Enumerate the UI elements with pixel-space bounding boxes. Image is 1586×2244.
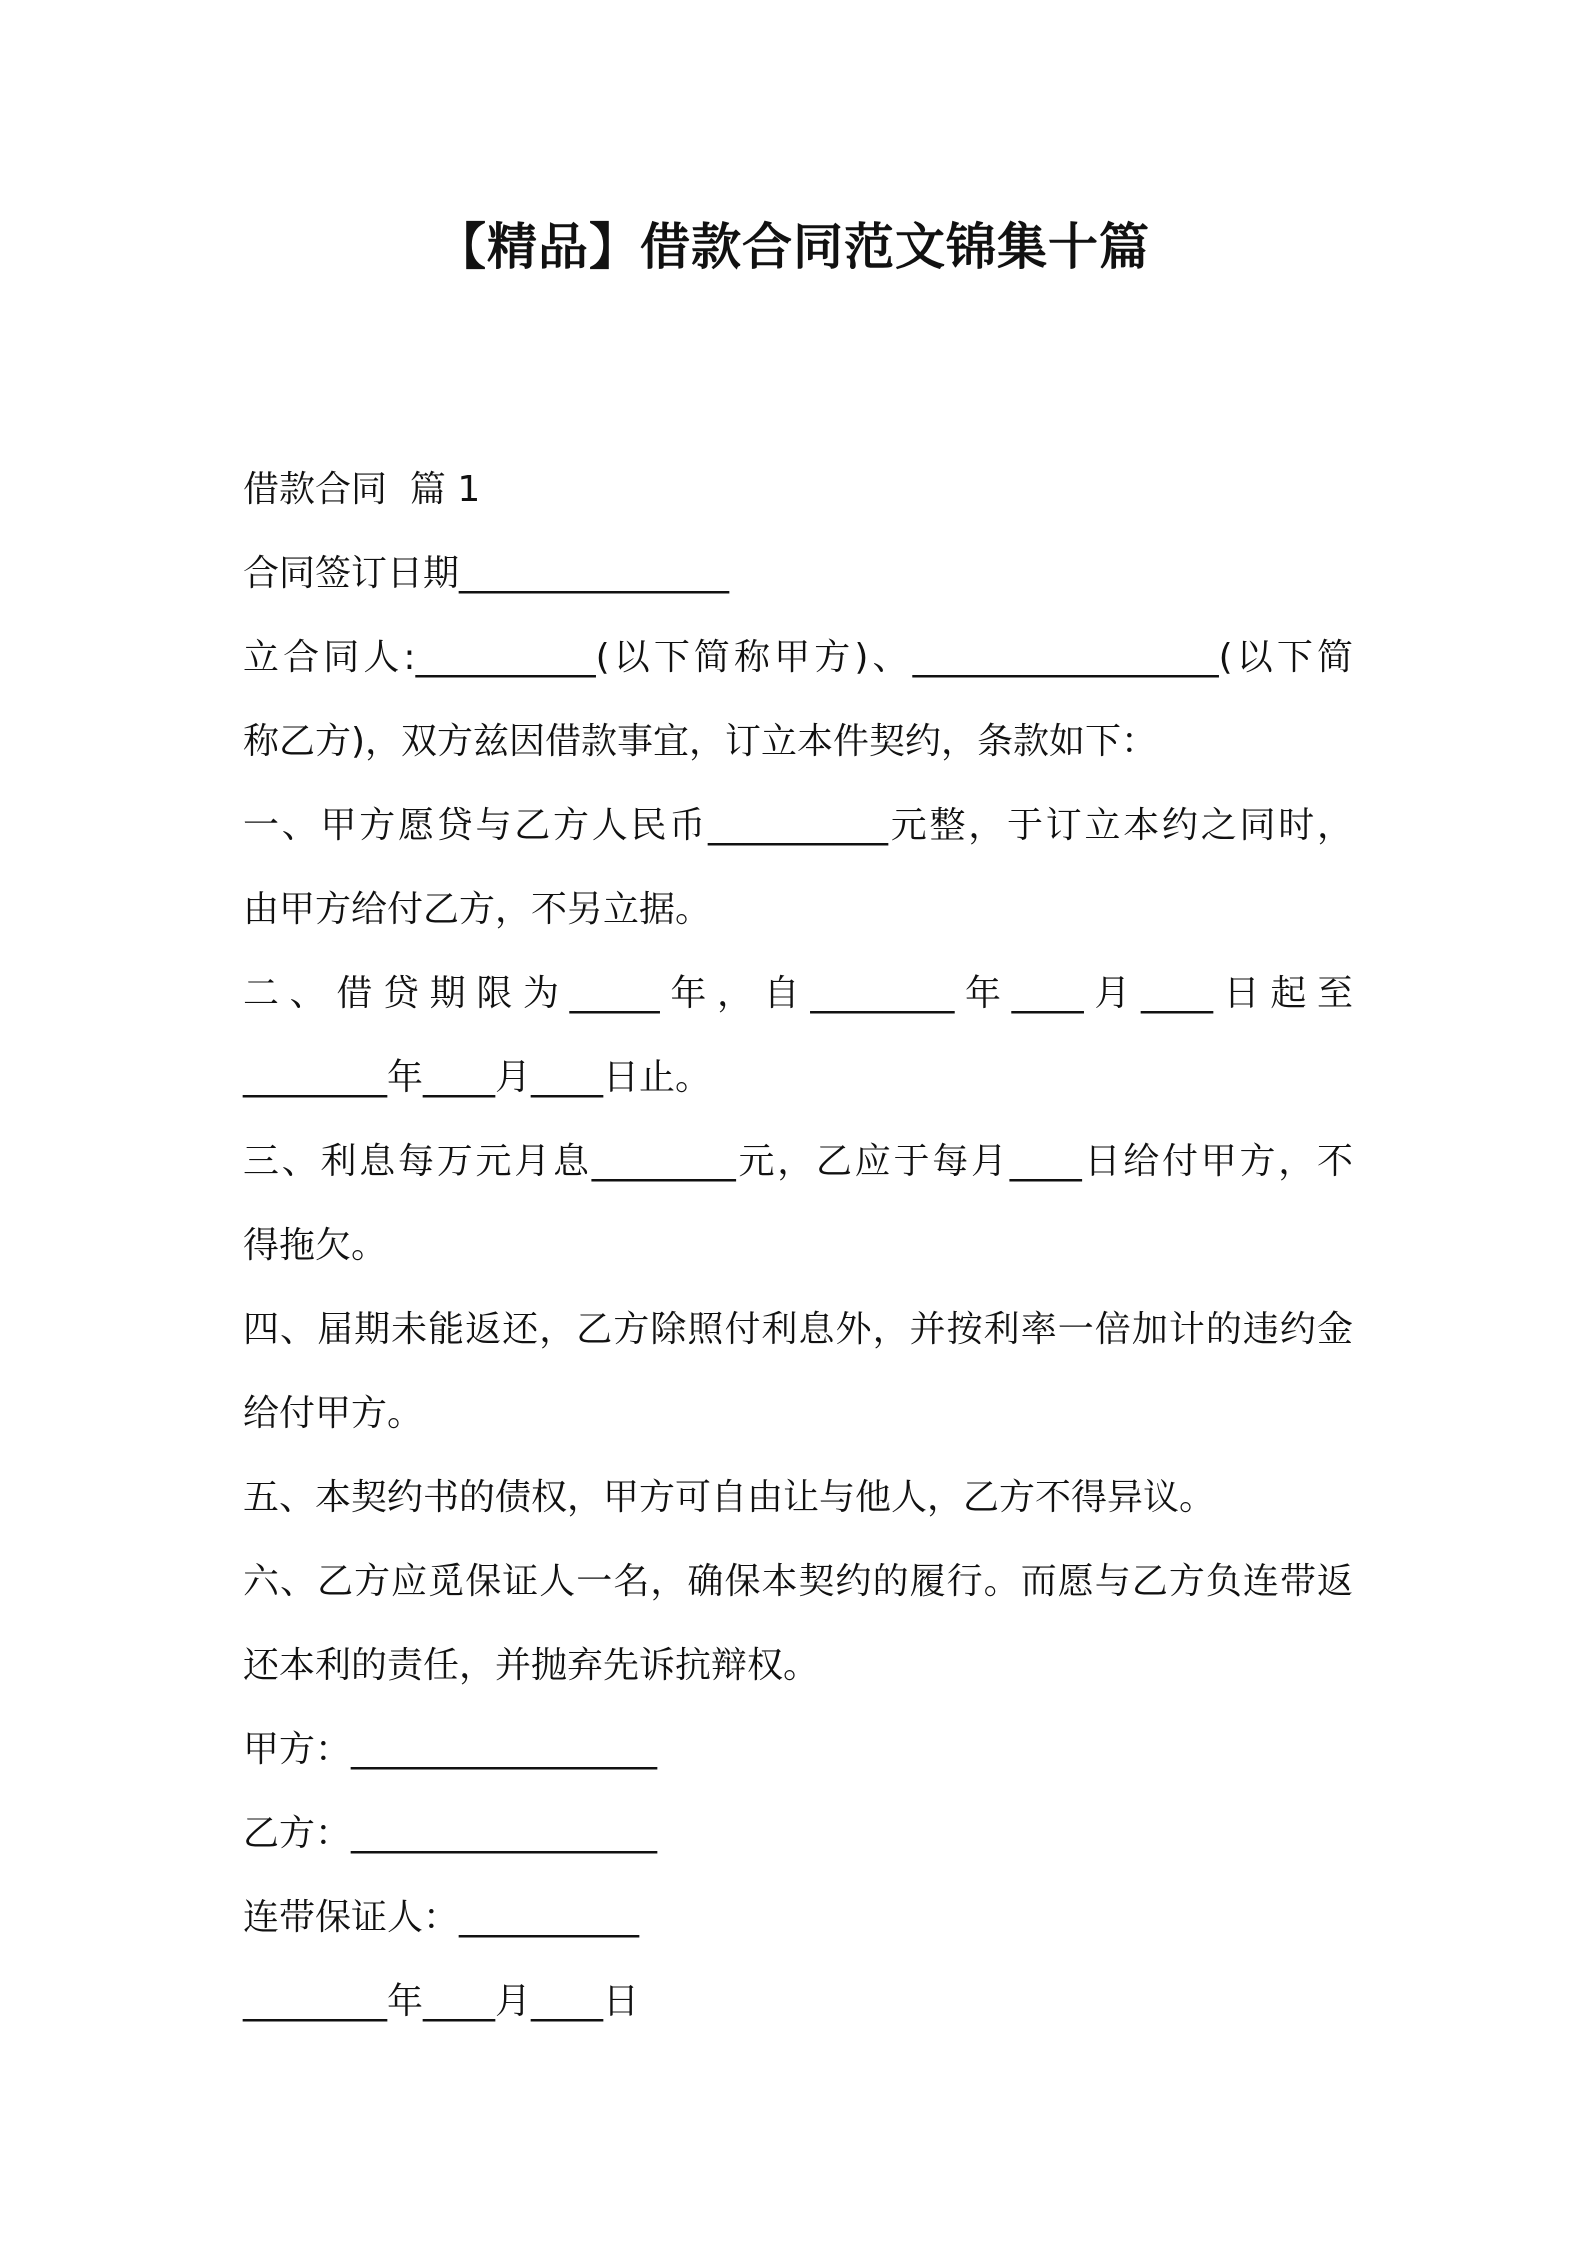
clause-six-continued: 还本利的责任，并抛弃先诉抗辩权。	[243, 1645, 820, 1686]
clause-six: 六、乙方应觅保证人一名，确保本契约的履行。而愿与乙方负连带返	[243, 1561, 1353, 1602]
party-a-signature-line: 甲方：_________________	[243, 1729, 658, 1770]
contract-date-line: 合同签订日期_______________	[243, 553, 730, 594]
parties-line: 立合同人:__________(以下简称甲方)、_________________(以下简	[243, 637, 1353, 678]
parties-line-continued: 称乙方)，双方兹因借款事宜，订立本件契约，条款如下：	[243, 721, 1158, 762]
clause-one: 一、甲方愿贷与乙方人民币__________元整，于订立本约之同时，	[243, 805, 1353, 846]
clause-five: 五、本契约书的债权，甲方可自由让与他人，乙方不得异议。	[243, 1477, 1216, 1518]
party-b-signature-line: 乙方：_________________	[243, 1813, 658, 1854]
document-body	[243, 448, 1353, 2044]
document-title: 【精品】借款合同范文锦集十篇	[436, 218, 1150, 276]
guarantor-signature-line: 连带保证人：__________	[243, 1897, 640, 1938]
section-heading: 借款合同 篇 1	[243, 469, 481, 510]
clause-three: 三、利息每万元月息________元，乙应于每月____日给付甲方，不	[243, 1141, 1353, 1182]
clause-three-continued: 得拖欠。	[243, 1225, 388, 1266]
clause-two: 二、借贷期限为_____年，自________年____月____日起至	[243, 973, 1353, 1014]
signing-date-line: ________年____月____日	[243, 1981, 639, 2022]
clause-four-continued: 给付甲方。	[243, 1393, 424, 1434]
clause-one-continued: 由甲方给付乙方，不另立据。	[243, 889, 712, 930]
clause-two-continued: ________年____月____日止。	[243, 1057, 712, 1098]
clause-four: 四、届期未能返还，乙方除照付利息外，并按利率一倍加计的违约金	[243, 1309, 1353, 1350]
